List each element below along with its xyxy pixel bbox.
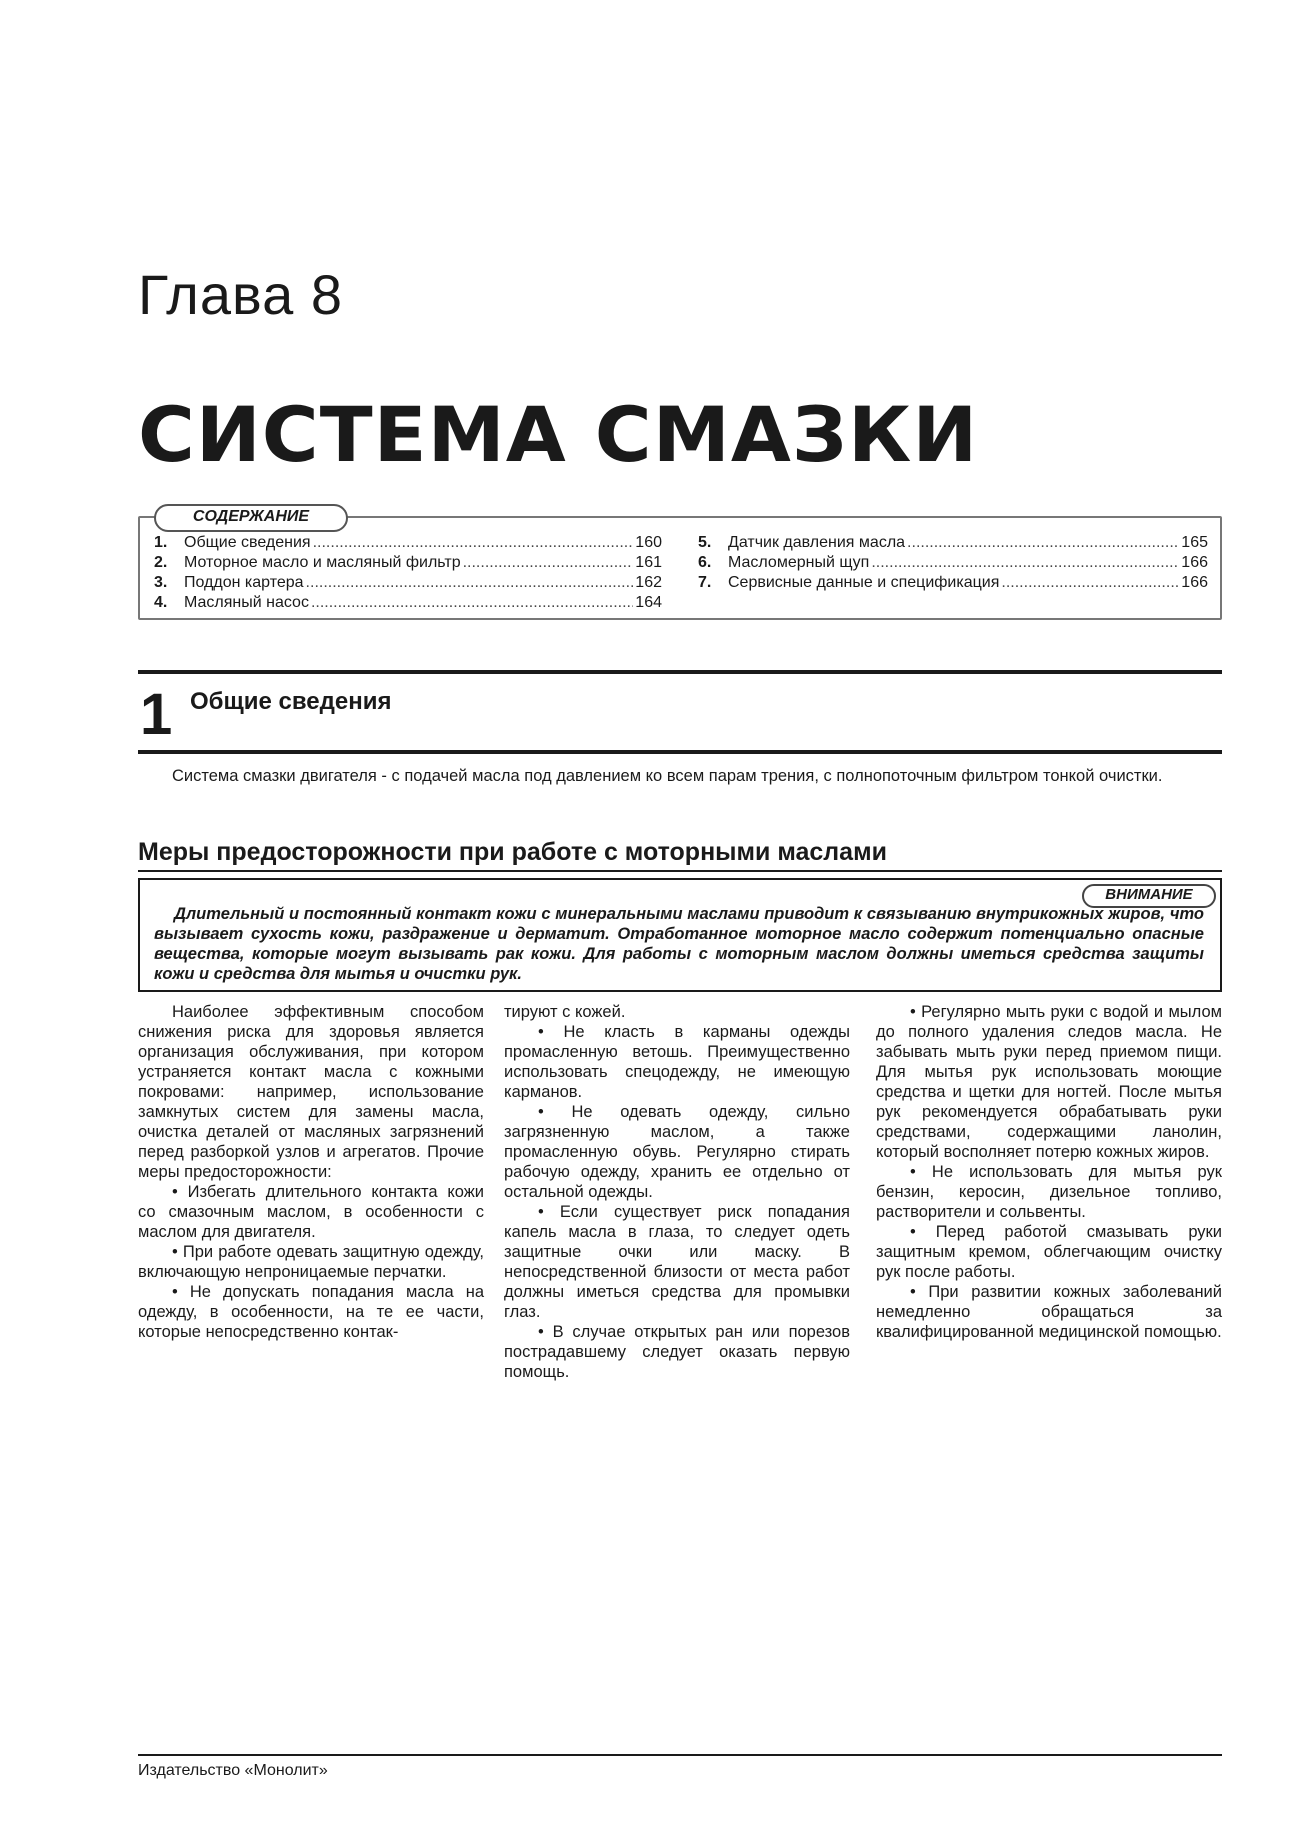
toc-item-page: 166	[1181, 554, 1208, 571]
toc-item-label: Поддон картера	[184, 574, 304, 591]
warning-box	[138, 878, 1222, 992]
toc-item[interactable]	[698, 533, 1208, 553]
toc-item[interactable]	[154, 553, 662, 573]
toc-tag: СОДЕРЖАНИЕ	[154, 504, 348, 532]
toc-item-label: Масломерный щуп	[728, 554, 870, 571]
toc-leader-dots	[907, 533, 1179, 553]
footer-rule	[138, 1754, 1222, 1756]
bullet-paragraph: • Не использовать для мытья рук бензин, керосин, дизельное топливо, растворители и сольвенты.	[876, 1163, 1222, 1221]
toc-item-label: Сервисные данные и спецификация	[728, 574, 1000, 591]
subsection-heading: Меры предосторожности при работе с моторными маслами	[138, 838, 887, 866]
toc-item-label: Масляный насос	[184, 594, 309, 611]
section-top-rule	[138, 670, 1222, 674]
toc-leader-dots	[871, 553, 1179, 573]
bullet-paragraph: • Если существует риск попадания капель масла в глаза, то следует одеть защитные очки или маску. В непосредственной близости от места работ должны иметься средства для промывки глаз.	[504, 1203, 850, 1321]
toc-item[interactable]	[154, 533, 662, 553]
toc-item-number: 7.	[698, 574, 712, 591]
toc-item-label: Общие сведения	[184, 534, 311, 551]
toc-item-number: 3.	[154, 574, 168, 591]
toc-item-number: 2.	[154, 554, 168, 571]
text-column-2	[504, 1002, 850, 1382]
bullet-paragraph: • Не класть в карманы одежды промасленную ветошь. Преимущественно использовать спецодежду, не имеющую карманов.	[504, 1023, 850, 1101]
text-column-3	[876, 1002, 1222, 1342]
section-title: Общие сведения	[190, 688, 392, 715]
toc-leader-dots	[306, 573, 634, 593]
toc-leader-dots	[463, 553, 634, 573]
bullet-paragraph: • Перед работой смазывать руки защитным кремом, облегчающим очистку рук после работы.	[876, 1223, 1222, 1281]
warning-tag: ВНИМАНИЕ	[1082, 884, 1216, 908]
toc-item[interactable]	[154, 573, 662, 593]
toc-item-label: Моторное масло и масляный фильтр	[184, 554, 461, 571]
toc-item-page: 165	[1181, 534, 1208, 551]
paragraph: Наиболее эффективным способом снижения риска для здоровья является организация обслуживания, при котором устраняется контакт масла с кожными покровами: например, использование замкнутых систем для замены масла, очистка деталей от масляных загрязнений перед разборкой узлов и агрегатов. Прочие меры предосторожности:	[138, 1003, 484, 1181]
toc-item-number: 6.	[698, 554, 712, 571]
text-column-1	[138, 1002, 484, 1342]
toc-item-number: 4.	[154, 594, 168, 611]
toc-item[interactable]	[154, 593, 662, 613]
table-of-contents	[138, 508, 1222, 620]
warning-text: Длительный и постоянный контакт кожи с минеральными маслами приводит к связыванию внутрикожных жиров, что вызывает сухость кожи, раздражение и дерматит. Отработанное моторное масло содержит потенциально опасные вещества, которые могут вызывать рак кожи. Для работы с моторным маслом должны иметься средства защиты кожи и средства для мытья и очистки рук.	[154, 905, 1204, 983]
toc-item-page: 161	[635, 554, 662, 571]
toc-item-page: 160	[635, 534, 662, 551]
publisher-footer: Издательство «Монолит»	[138, 1762, 328, 1779]
toc-item[interactable]	[698, 553, 1208, 573]
toc-item-label: Датчик давления масла	[728, 534, 906, 551]
bullet-paragraph: • Регулярно мыть руки с водой и мылом до полного удаления следов масла. Не забывать мыть руки перед приемом пищи. Для мытья рук использовать моющие средства и щетки для ногтей. После мытья рук рекомендуется обрабатывать руки средствами, содержащими ланолин, который восполняет потерю кожных жиров.	[876, 1003, 1222, 1161]
bullet-paragraph: • В случае открытых ран или порезов пострадавшему следует оказать первую помощь.	[504, 1323, 850, 1381]
toc-item-number: 1.	[154, 534, 168, 551]
chapter-label: Глава 8	[138, 263, 343, 326]
section-number: 1	[140, 682, 173, 747]
toc-item-number: 5.	[698, 534, 712, 551]
toc-leader-dots	[313, 533, 634, 553]
bullet-paragraph: • Избегать длительного контакта кожи со смазочным маслом, в особенности с маслом для двигателя.	[138, 1183, 484, 1241]
section-intro: Система смазки двигателя - с подачей масла под давлением ко всем парам трения, с полнопоточным фильтром тонкой очистки.	[172, 767, 1163, 785]
paragraph-continuation: тируют с кожей.	[504, 1003, 626, 1021]
toc-leader-dots	[1001, 573, 1179, 593]
section-bottom-rule	[138, 750, 1222, 754]
toc-item-page: 166	[1181, 574, 1208, 591]
toc-leader-dots	[311, 593, 633, 613]
toc-item-page: 162	[635, 574, 662, 591]
toc-item-page: 164	[635, 594, 662, 611]
toc-item[interactable]	[698, 573, 1208, 593]
toc-column-left	[154, 533, 662, 613]
page-title: СИСТЕМА СМАЗКИ	[138, 390, 979, 479]
bullet-paragraph: • При работе одевать защитную одежду, включающую непроницаемые перчатки.	[138, 1243, 484, 1281]
bullet-paragraph: • Не допускать попадания масла на одежду, в особенности, на те ее части, которые непосредственно контак-	[138, 1283, 484, 1341]
bullet-paragraph: • Не одевать одежду, сильно загрязненную маслом, а также промасленную обувь. Регулярно стирать рабочую одежду, хранить ее отдельно от остальной одежды.	[504, 1103, 850, 1201]
bullet-paragraph: • При развитии кожных заболеваний немедленно обращаться за квалифицированной медицинской помощью.	[876, 1283, 1222, 1341]
toc-column-right	[698, 533, 1208, 593]
subsection-rule	[138, 870, 1222, 872]
